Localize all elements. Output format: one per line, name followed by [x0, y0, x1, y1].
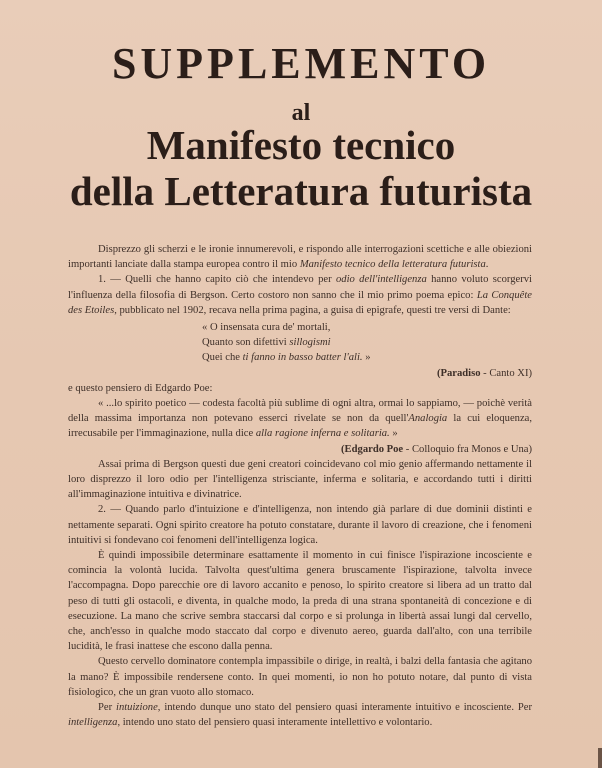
dante-verse: « O insensata cura de' mortali, Quanto son difettivi sillogismi Quei che ti fanno in basso batter l'ali. » [202, 322, 371, 364]
section-2-paragraph: 2. — Quando parlo d'intuizione e d'intelligenza, non intendo già parlare di due dominii distinti e nettamente separati. Ogni spirito creatore ha potuto constatare, durante il lavoro di creazione, che i fenomeni intuitivi si fondevano coi fenomeni dell'intelligenza logica. [68, 504, 532, 546]
section-1-paragraph: 1. — Quelli che hanno capito ciò che intendevo per odio dell'intelligenza hanno voluto scorgervi l'influenza della filosofia di Bergson. Certo costoro non sanno che il mio primo poema epico: La Conquête des Etoiles, pubblicato nel 1902, recava nella prima pagina, a guisa di epigrafe, questi tre versi di Dante: [68, 274, 532, 316]
page-edge-shadow [598, 748, 602, 768]
paragraph-definizioni: Per intuizione, intendo dunque uno stato del pensiero quasi interamente intuitivo e incosciente. Per intelligenza, intendo uno stato del pensiero quasi interamente intellettivo e volontario. [68, 702, 532, 729]
poe-quote: « ...lo spirito poetico — codesta facoltà più sublime di ogni altra, ormai lo sappiamo, — poichè verità della massima importanza non potevano esserci rivelate se non da quell'Analogia la cui eloquenza, irrecusabile per l'immaginazione, nulla dice alla ragione inferna e solitaria. » [68, 398, 532, 440]
title-supplemento: SUPPLEMENTO [111, 39, 491, 88]
title-manifesto: Manifesto tecnico [146, 122, 456, 168]
intro-paragraph: Disprezzo gli scherzi e le ironie innumerevoli, e rispondo alle interrogazioni scettiche e alle obiezioni importanti lanciate dalla stampa europea contro il mio Manifesto tecnico della letteratura futurista. [68, 244, 532, 271]
paragraph-bergson: Assai prima di Bergson questi due geni creatori coincidevano col mio genio affermando nettamente il loro disprezzo il loro odio per l'intelligenza strisciante, inferma e solitaria, e accordando tutti i diritti all'immaginazione intuitiva e divinatrice. [68, 458, 532, 501]
title-al: al [291, 100, 311, 126]
poe-attribution: (Edgardo Poe - Colloquio fra Monos e Una) [341, 443, 532, 455]
title-letteratura: della Letteratura futurista [69, 168, 533, 214]
paragraph-ispirazione: È quindi impossibile determinare esattamente il momento in cui finisce l'ispirazione incosciente e comincia la volontà lucida. Talvolta quest'ultima genera bruscamente l'ispirazione, talvolta invece l'accompagna. Dopo parecchie ore di lavoro accanito e penoso, lo spirito creatore si libera ad un tratto dal peso di tutti gli ostacoli, e diventa, in qualche modo, la preda di una strana spontaneità di concezione e di esecuzione. La mano che scrive sembra staccarsi dal corpo e si prolunga in libertà assai lungi dal cervello, che, anch'esso in qualche modo staccato dal corpo e divenuto aereo, guarda dall'alto, con una terribile lucidità, le frasi inattese che escono dalla penna. [68, 550, 532, 653]
poe-intro: e questo pensiero di Edgardo Poe: [68, 382, 213, 394]
body-text [68, 242, 532, 731]
paragraph-cervello: Questo cervello dominatore contempla impassibile o dirige, in realtà, i balzi della fantasia che agitano la mano? È impossibile rendersene conto. In quei momenti, io non ho potuto notare, dal punto di vista fisiologico, che un gran vuoto allo stomaco. [68, 656, 532, 698]
dante-attribution: (Paradiso - Canto XI) [436, 367, 532, 379]
